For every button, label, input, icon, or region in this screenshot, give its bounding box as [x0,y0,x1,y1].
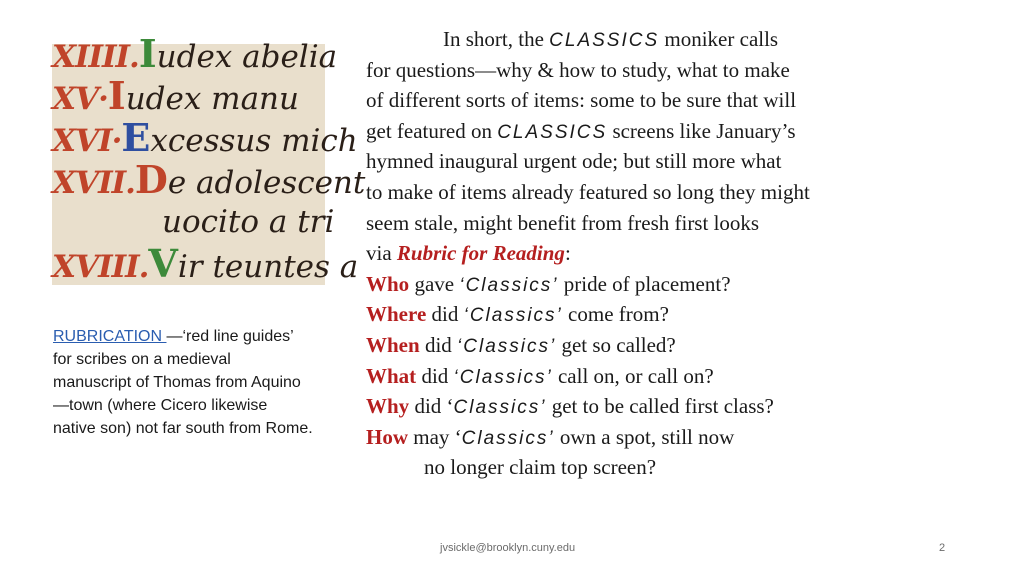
poem-line: get featured on CLASSICS screens like January’s [366,118,796,143]
poem-text [366,24,966,483]
poem-line: to make of items already featured so long they might [366,179,810,204]
rubrication-link[interactable]: RUBRICATION [53,328,167,345]
poem-line: seem stale, might benefit from fresh first looks [366,210,760,235]
manuscript-line: uocito a tri [162,204,335,240]
question-who: Who gave ‘Classics’ pride of placement? [366,271,731,296]
footer-email: jvsickle@brooklyn.cuny.edu [440,542,576,554]
caption-text: ‘red line guides’ for scribes on a medieval manuscript of Thomas from Aquino—town (where Cicero likewise native son) not far south from Rome. [53,328,313,437]
manuscript-line: XIIII.Iudex abelia [52,31,338,76]
poem-line: via Rubric for Reading: [366,241,571,266]
page-number: 2 [939,542,946,554]
manuscript-line: XVII.De adolescent [52,157,366,202]
poem-line: In short, the CLASSICS moniker calls [443,27,779,51]
rubric-for-reading: Rubric for Reading [396,241,565,266]
manuscript-line: XV·Iudex manu [52,73,299,118]
poem-line: for questions—why & how to study, what to make [366,57,790,82]
question-what: What did ‘Classics’ call on, or call on? [366,363,714,388]
poem-line: of different sorts of items: some to be sure that will [366,88,797,113]
manuscript-line: XVIII.Vir teuntes a [52,241,359,286]
manuscript-image [52,31,366,286]
caption-dash: — [166,328,183,345]
manuscript-line: XVI·Excessus mich [52,115,358,160]
poem-last-line: no longer claim top screen? [424,455,657,480]
question-when: When did ‘Classics’ get so called? [366,332,676,357]
question-where: Where did ‘Classics’ come from? [366,302,669,327]
question-how: How may ‘Classics’ own a spot, still now [366,424,735,449]
question-why: Why did ‘Classics’ get to be called first class? [366,394,774,419]
poem-line: hymned inaugural urgent ode; but still more what [366,149,782,174]
image-caption [53,325,313,440]
